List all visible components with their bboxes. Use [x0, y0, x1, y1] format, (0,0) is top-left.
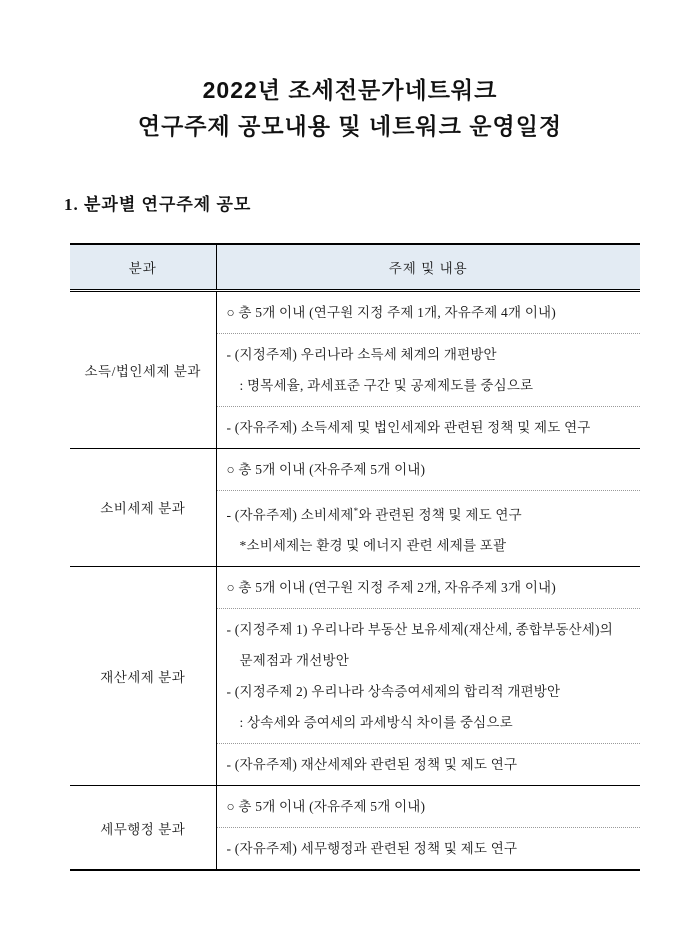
header-cell-division: 분과 [70, 244, 216, 290]
topic-line: - (자유주제) 재산세제와 관련된 정책 및 제도 연구 [226, 757, 518, 772]
topic-line: : 명목세율, 과세표준 구간 및 공제제도를 중심으로 [239, 377, 534, 393]
topic-cell [216, 333, 640, 406]
topic-line: ○ 총 5개 이내 (연구원 지정 주제 2개, 자유주제 3개 이내) [226, 580, 556, 595]
division-cell: 재산세제 분과 [70, 567, 216, 786]
topic-cell [216, 828, 640, 871]
document-title-line1: 2022년 조세전문가네트워크 [202, 77, 498, 103]
topic-line-text: 와 관련된 정책 및 제도 연구 [358, 507, 522, 522]
table-row [70, 448, 640, 490]
topic-cell [216, 406, 640, 448]
topic-cell [216, 744, 640, 786]
topic-line: 문제점과 개선방안 [239, 653, 350, 668]
section-heading: 1. 분과별 연구주제 공모 [64, 195, 252, 214]
topic-cell [216, 609, 640, 744]
section-tax-administration [70, 786, 640, 871]
footnote-marker: * [353, 505, 359, 516]
table-row [70, 567, 640, 609]
section-property-tax [70, 567, 640, 786]
table-header-row [70, 244, 640, 290]
topic-cell [216, 448, 640, 490]
table-row [70, 786, 640, 828]
document-title-line2: 연구주제 공모내용 및 네트워크 운영일정 [137, 113, 563, 139]
header-cell-topic: 주제 및 내용 [216, 244, 640, 290]
topic-cell [216, 786, 640, 828]
section-consumption-tax [70, 448, 640, 567]
topic-cell [216, 567, 640, 609]
division-cell: 소득/법인세제 분과 [70, 290, 216, 448]
footnote-line: *소비세제는 환경 및 에너지 관련 세제를 포괄 [239, 538, 507, 553]
section-income-corporate-tax [70, 290, 640, 448]
topic-line: - (자유주제) 소득세제 및 법인세제와 관련된 정책 및 제도 연구 [226, 419, 591, 435]
topic-line: ○ 총 5개 이내 (연구원 지정 주제 1개, 자유주제 4개 이내) [226, 304, 556, 320]
topic-line-with-footnote [227, 496, 637, 531]
topic-line: - (지정주제 1) 우리나라 부동산 보유세제(재산세, 종합부동산세)의 [226, 622, 613, 637]
division-cell: 소비세제 분과 [70, 448, 216, 567]
division-cell: 세무행정 분과 [70, 786, 216, 871]
document-title [0, 0, 700, 144]
topic-line: ○ 총 5개 이내 (자유주제 5개 이내) [226, 461, 426, 477]
research-topics-table [70, 243, 640, 871]
topic-line: ○ 총 5개 이내 (자유주제 5개 이내) [226, 799, 426, 814]
topic-cell [216, 490, 640, 567]
topic-line: - (지정주제 2) 우리나라 상속증여세제의 합리적 개편방안 [226, 684, 561, 699]
topic-line: - (자유주제) 세무행정과 관련된 정책 및 제도 연구 [226, 841, 518, 856]
topic-line: : 상속세와 증여세의 과세방식 차이를 중심으로 [239, 715, 513, 730]
topic-line: - (지정주제) 우리나라 소득세 체계의 개편방안 [226, 346, 497, 362]
topic-line-text: - (자유주제) 소비세제 [226, 507, 354, 522]
topic-cell [216, 290, 640, 333]
table-row [70, 290, 640, 333]
